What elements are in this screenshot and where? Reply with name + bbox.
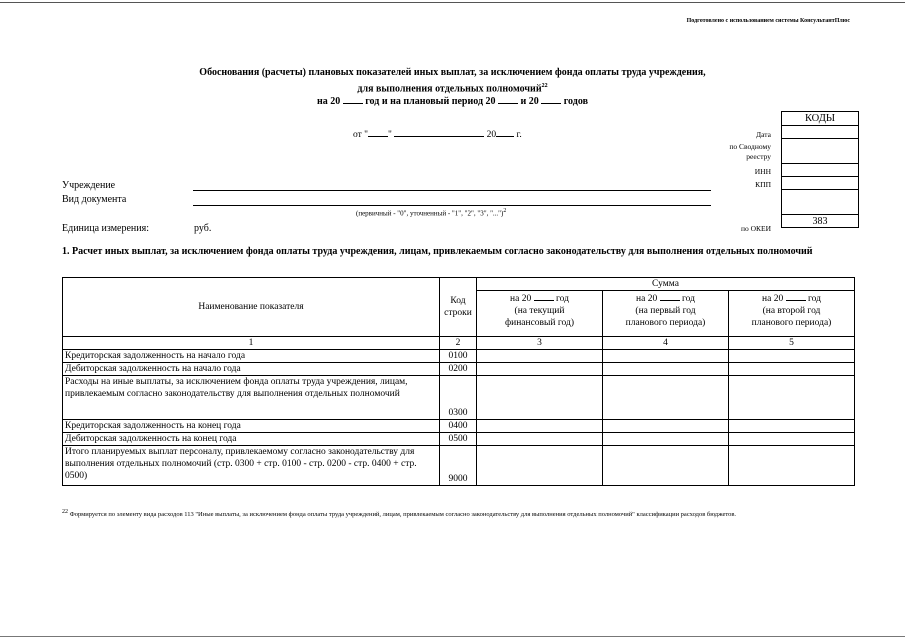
row-code: 0100 — [440, 350, 477, 363]
col-number-5: 5 — [729, 337, 855, 350]
year-blank-current[interactable] — [343, 94, 363, 104]
col-number-3: 3 — [477, 337, 603, 350]
form-title-period — [0, 94, 905, 108]
value-cell[interactable] — [729, 350, 855, 363]
value-cell[interactable] — [729, 446, 855, 486]
header-col4-l3: планового периода) — [625, 318, 706, 328]
table-row — [63, 446, 855, 486]
form-title-line2-text: для выполнения отдельных полномочий — [357, 83, 542, 95]
row-code: 0500 — [440, 433, 477, 446]
table-row — [63, 376, 855, 420]
code-date-cell[interactable] — [782, 126, 859, 139]
doc-type-label: Вид документа — [62, 194, 127, 205]
section-1-heading: 1. Расчет иных выплат, за исключением фонда оплаты труда учреждения, лицам, привлекаемым согласно законодательству для выполнения отдельных полномочий — [62, 246, 813, 257]
value-cell[interactable] — [729, 376, 855, 420]
row-name: Расходы на иные выплаты, за исключением фонда оплаты труда учреждения, лицам, привлекаемым согласно законодательству для выполнения отдельных полномочий — [63, 376, 440, 420]
col4-year-blank[interactable] — [660, 291, 680, 301]
header-code-l2: строки — [444, 308, 472, 318]
value-cell[interactable] — [603, 433, 729, 446]
footnote-number: 22 — [62, 509, 68, 515]
header-code-l1: Код — [450, 296, 466, 306]
form-title-line1: Обоснования (расчеты) плановых показателей иных выплат, за исключением фонда оплаты труда учреждения, — [199, 67, 706, 78]
header-col3-l1 — [479, 291, 600, 305]
row-code: 0300 — [440, 376, 477, 420]
col3-year-prefix: на 20 — [510, 294, 532, 304]
row-code: 9000 — [440, 446, 477, 486]
header-col3 — [477, 291, 603, 337]
row-code: 0200 — [440, 363, 477, 376]
code-okei-cell: 383 — [782, 215, 859, 228]
prepared-by-note: Подготовлено с использованием системы КонсультантПлюс — [686, 18, 850, 24]
date-month-blank[interactable] — [394, 127, 484, 137]
footnote-22 — [62, 507, 857, 520]
kpp-code-label: КПП — [755, 180, 771, 189]
date-day-blank[interactable] — [368, 127, 388, 137]
registry-code-label: по Сводному реестру — [729, 142, 771, 161]
col4-year-prefix: на 20 — [636, 294, 658, 304]
unit-label: Единица измерения: — [62, 223, 149, 234]
value-cell[interactable] — [477, 376, 603, 420]
period-and: и 20 — [520, 96, 539, 107]
institution-input-line[interactable] — [193, 190, 711, 191]
col5-year-suffix: год — [807, 294, 821, 304]
header-col5-l1 — [731, 291, 852, 305]
code-registry-cell[interactable] — [782, 139, 859, 164]
col-number-1: 1 — [63, 337, 440, 350]
year-blank-plan2[interactable] — [541, 94, 561, 104]
inn-code-label: ИНН — [754, 167, 771, 176]
value-cell[interactable] — [603, 363, 729, 376]
date-from-label: от " — [353, 130, 369, 140]
date-year-suffix: г. — [516, 130, 522, 140]
page-top-edge — [0, 2, 905, 3]
header-col4 — [603, 291, 729, 337]
table-row — [63, 363, 855, 376]
header-col4-l1 — [605, 291, 726, 305]
header-col4-l2: (на первый год — [635, 306, 696, 316]
footnote-text: Формируется по элементу вида расходов 113 "Иные выплаты, за исключением фонда оплаты труда учреждений, лицам, привлекаемым согласно законодательству для выполнения отдельных полномочий" классификации расходов бюджетов. — [69, 511, 737, 519]
date-year-prefix: 20 — [486, 130, 497, 140]
col4-year-suffix: год — [681, 294, 695, 304]
doc-type-note — [356, 208, 506, 217]
page-bottom-edge — [0, 636, 905, 637]
header-indicator-name: Наименование показателя — [63, 278, 440, 337]
table-row — [63, 350, 855, 363]
date-code-label: Дата — [756, 130, 771, 139]
footnote-ref-22: 22 — [541, 83, 548, 89]
col-number-2: 2 — [440, 337, 477, 350]
header-col5 — [729, 291, 855, 337]
calculation-table — [62, 277, 855, 486]
value-cell[interactable] — [729, 363, 855, 376]
header-col3-l3: финансовый год) — [504, 318, 575, 328]
value-cell[interactable] — [729, 420, 855, 433]
header-col5-l2: (на второй год — [762, 306, 821, 316]
table-row — [63, 420, 855, 433]
code-inn-cell[interactable] — [782, 164, 859, 177]
row-name: Итого планируемых выплат персоналу, привлекаемому согласно законодательству для выполнения отдельных полномочий (стр. 0300 + стр. 0100 - стр. 0200 - стр. 0400 + стр. 0500) — [63, 446, 440, 486]
codes-table — [781, 111, 859, 228]
okei-code-label: по ОКЕИ — [740, 224, 771, 233]
date-year-blank[interactable] — [496, 127, 514, 137]
codes-header: КОДЫ — [782, 112, 859, 126]
period-suffix: годов — [563, 96, 588, 107]
value-cell[interactable] — [603, 350, 729, 363]
value-cell[interactable] — [477, 363, 603, 376]
document-date-line — [353, 127, 522, 140]
footnote-ref-2: 2 — [503, 208, 507, 214]
doc-type-input-line[interactable] — [193, 205, 711, 206]
value-cell[interactable] — [603, 446, 729, 486]
period-prefix: на 20 — [317, 96, 341, 107]
value-cell[interactable] — [477, 350, 603, 363]
row-name: Кредиторская задолженность на конец года — [63, 420, 440, 433]
period-mid: год и на плановый период 20 — [365, 96, 496, 107]
value-cell[interactable] — [729, 433, 855, 446]
col3-year-blank[interactable] — [534, 291, 554, 301]
institution-label: Учреждение — [62, 180, 116, 191]
year-blank-plan1[interactable] — [498, 94, 518, 104]
header-col5-l3: планового периода) — [751, 318, 832, 328]
value-cell[interactable] — [477, 420, 603, 433]
header-sum: Сумма — [477, 278, 855, 291]
value-cell[interactable] — [477, 433, 603, 446]
row-name: Кредиторская задолженность на начало года — [63, 350, 440, 363]
col5-year-prefix: на 20 — [762, 294, 784, 304]
value-cell[interactable] — [477, 446, 603, 486]
row-name: Дебиторская задолженность на начало года — [63, 363, 440, 376]
table-row — [63, 433, 855, 446]
col3-year-suffix: год — [555, 294, 569, 304]
row-name: Дебиторская задолженность на конец года — [63, 433, 440, 446]
header-line-code — [440, 278, 477, 337]
code-doctype-cell[interactable] — [782, 190, 859, 215]
date-quote: " — [388, 130, 392, 140]
code-kpp-cell[interactable] — [782, 177, 859, 190]
value-cell[interactable] — [603, 376, 729, 420]
header-col3-l2: (на текущий — [514, 306, 565, 316]
col-number-4: 4 — [603, 337, 729, 350]
row-code: 0400 — [440, 420, 477, 433]
col5-year-blank[interactable] — [786, 291, 806, 301]
value-cell[interactable] — [603, 420, 729, 433]
doc-type-note-text: (первичный - "0", уточненный - "1", "2", "3", "...") — [356, 209, 504, 218]
unit-value: руб. — [194, 223, 212, 234]
